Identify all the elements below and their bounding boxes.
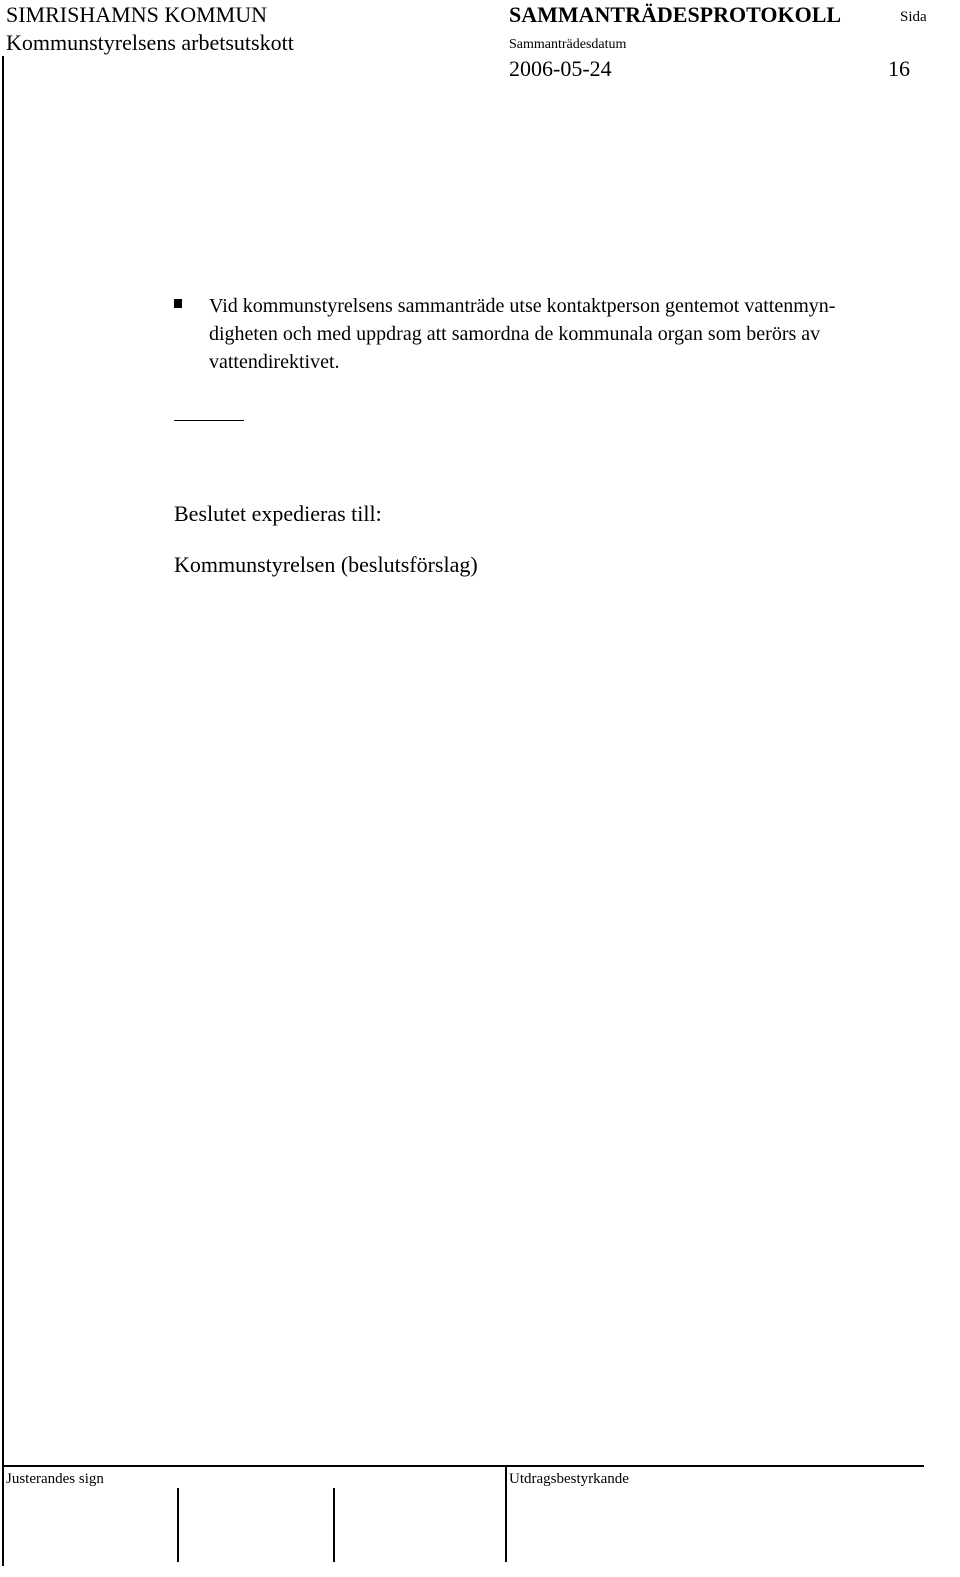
page-label: Sida: [900, 9, 927, 25]
document-type: SAMMANTRÄDESPROTOKOLL: [509, 2, 842, 27]
bullet-line: digheten och med uppdrag att samordna de kommunala organ som berörs av: [209, 323, 821, 345]
extract-certification-label: Utdragsbestyrkande: [509, 1471, 629, 1487]
dispatch-heading: Beslutet expedieras till:: [174, 501, 382, 526]
footer-rule: [2, 1465, 924, 1467]
section-separator: [174, 420, 244, 421]
organization-name: SIMRISHAMNS KOMMUN: [6, 2, 267, 27]
bullet-line: Vid kommunstyrelsens sammanträde utse kontaktperson gentemot vattenmyn-: [209, 295, 836, 317]
bullet-paragraph: [209, 292, 949, 376]
adjuster-signature-label: Justerandes sign: [6, 1471, 104, 1487]
left-margin-rule: [2, 56, 4, 1566]
page-number: 16: [888, 56, 910, 81]
signature-divider: [333, 1488, 335, 1562]
footer-column-divider: [505, 1466, 507, 1562]
meeting-date: 2006-05-24: [509, 56, 612, 81]
committee-name: Kommunstyrelsens arbetsutskott: [6, 30, 294, 55]
square-bullet-icon: [174, 299, 182, 308]
signature-divider: [177, 1488, 179, 1562]
bullet-line: vattendirektivet.: [209, 351, 340, 373]
dispatch-recipient: Kommunstyrelsen (beslutsförslag): [174, 552, 478, 577]
meeting-date-label: Sammanträdesdatum: [509, 37, 627, 52]
